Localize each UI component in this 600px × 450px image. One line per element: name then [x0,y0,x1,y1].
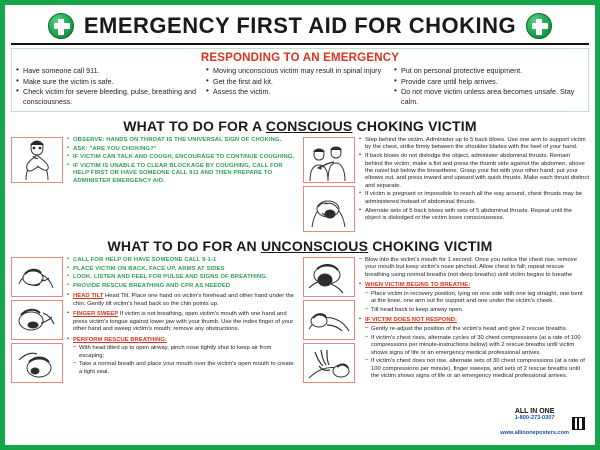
conscious-right-figures [303,137,355,232]
green-medical-cross-icon [48,13,74,39]
conscious-right-column [303,137,589,232]
conscious-left-text [67,137,297,232]
blow-into-mouth-block [359,257,589,279]
unconscious-content [11,257,589,383]
list-item: • Provide care until help arrives. [394,77,584,87]
list-item: • If victim is pregnant or impossible to reach all the way around, chest thrusts may be administered instead of abdominal thrusts. [359,191,589,206]
unconscious-right-column [303,257,589,383]
conscious-right-text [359,137,589,232]
list-item [67,293,297,308]
no-response-steps [359,326,589,380]
list-item: • ASK: "ARE YOU CHOKING?" [67,146,297,153]
qr-code-icon [572,417,585,430]
list-item: • Put on personal protective equipment. [394,66,584,76]
unconscious-right-figures [303,257,355,383]
publisher-logo [500,408,569,439]
finger-sweep-label: FINGER SWEEP [73,311,119,318]
list-item: • Check victim for severe bleeding, pulse, breathing and consciousness. [16,87,200,106]
conscious-section-heading [11,118,589,134]
green-medical-cross-icon [526,13,552,39]
finger-sweep-text: If victim is not breathing, open victim's mouth with one hand and press victim's tongue against lower jaw with your thumb. Use the index finger of your other hand and sweep victim's mouth; remove any obstructions. [73,311,294,333]
website-url: www.allinoneposters.com [500,430,569,436]
chest-compressions-icon [303,343,355,383]
unconscious-section-heading [11,238,589,254]
unconscious-left-column [11,257,297,383]
emergency-list-2 [206,66,388,107]
list-item: • IF VICTIM IS UNABLE TO CLEAR BLOCKAGE BY COUGHING, CALL FOR HELP FIRST OR HAVE SOMEONE CALL 911 AND THEN PREPARE TO ADMINISTER EMERGENCY AID. [67,163,297,185]
list-item: – Tilt head back to keep airway open. [365,307,589,314]
logo-text: ALL IN ONE [514,407,555,415]
rescue-breathing-icon [11,343,63,383]
list-item: – Gently re-adjust the position of the victim's head and give 2 rescue breaths. [365,326,589,333]
rescue-breathing-steps [67,345,297,376]
finger-sweep-icon [11,300,63,340]
choking-universal-sign-icon [11,137,63,183]
list-item: – With head tilted up to open airway, pinch nose tightly shut to keep air from escaping; [73,345,297,360]
finger-sweep-block [67,311,297,333]
rescue-breathing-block [67,337,297,344]
heading-prefix: WHAT TO DO FOR A [123,118,266,134]
list-item: • LOOK, LISTEN AND FEEL FOR PULSE AND SIGNS OF BREATHING. [67,274,297,281]
conscious-left-list [67,137,297,185]
phone-number: 1-800-273-0307 [514,414,555,421]
poster-header [11,9,589,45]
list-item: • Get the first aid kit. [206,77,388,87]
emergency-section-title: RESPONDING TO AN EMERGENCY [200,52,400,64]
list-item: – If victim's chest rises, alternate cycles of 30 chest compressions (at a rate of 100 compressions per minute-instructions below) with 2 rescue breaths until victim shows signs of life or an emergency medical professional arrives. [365,335,589,357]
head-tilt-label: HEAD TILT [73,293,104,300]
list-item: • PROVIDE RESCUE BREATHING AND CPR AS NEEDED [67,283,297,290]
list-item: • Assess the victim. [206,87,388,97]
unconscious-right-text [359,257,589,383]
emergency-list-3 [394,66,584,107]
head-tilt-icon [11,257,63,297]
back-blows-icon [303,137,355,183]
list-item: • Moving unconscious victim may result in spinal injury [206,66,388,76]
begins-to-breathe-steps [359,291,589,315]
head-tilt-block [67,293,297,308]
begins-to-breathe-label: WHEN VICTIM BEGINS TO BREATHE: [365,282,471,289]
begins-to-breathe-block [359,282,589,289]
footer-branding [500,408,585,439]
unconscious-left-caps-list [67,257,297,290]
heading-keyword: CONSCIOUS [265,118,353,134]
list-item: • IF VICTIM CAN TALK AND COUGH, ENCOURAGE TO CONTINUE COUGHING. [67,154,297,161]
list-item: • PLACE VICTIM ON BACK, FACE UP, ARMS AT SIDES [67,266,297,273]
list-item: • Do not move victim unless area becomes unsafe. Stay calm. [394,87,584,106]
conscious-left-column [11,137,297,232]
list-item: – If victim's chest does not rise, alternate sets of 30 chest compressions (at a rate of 100 compressions per minute), finger sweeps, and sets of 2 rescue breaths until the victim shows signs of life or an emergency medical professional arrives. [365,358,589,380]
responding-to-emergency-panel [11,48,589,112]
list-item [359,282,589,289]
rescue-breathing-label: PERFORM RESCUE BREATHING: [73,336,167,343]
unconscious-left-text [67,257,297,383]
head-tilt-text: Head Tilt. Place one hand on victim's forehead and other hand under the chin. Gently tilt victim's head back so the chin points up. [73,293,295,307]
page-title: EMERGENCY FIRST AID FOR CHOKING [83,12,517,38]
unconscious-left-figures [11,257,63,383]
list-item [67,337,297,344]
list-item [359,317,589,324]
heading-prefix: WHAT TO DO FOR AN [107,238,261,254]
list-item: – Take a normal breath and place your mouth over the victim's open mouth to create a tight seal. [73,361,297,376]
list-item: • Alternate sets of 5 back blows with sets of 5 abdominal thrusts. Repeat until the object is dislodged or the victim loses consciousness. [359,208,589,223]
heading-suffix: CHOKING VICTIM [352,118,477,134]
list-item: – Place victim in recovery position, lying on one side with one leg straight, one bent at the knee, one arm out for support and one under the victim's cheek. [365,291,589,306]
heading-keyword: UNCONSCIOUS [260,238,369,254]
emergency-columns [16,66,584,107]
no-response-block [359,317,589,324]
list-item: • Step behind the victim. Administer up to 5 back blows. Use one arm to support victim by the chest, strike firmly between the shoulder blades with the heel of your hand. [359,137,589,152]
list-item: • Have someone call 911. [16,66,200,76]
list-item: • CALL FOR HELP OR HAVE SOMEONE CALL 9-1-1 [67,257,297,264]
list-item: • OBSERVE: HANDS ON THROAT IS THE UNIVERSAL SIGN OF CHOKING. [67,137,297,144]
mouth-to-mouth-icon [303,257,355,297]
conscious-right-list [359,137,589,222]
list-item: – Blow into the victim's mouth for 1 second. Once you notice the chest rise, remove your mouth but keep victim's nose pinched. Allow chest to fall; repeat rescue breathing using normal breaths (not deep breaths) until victim begins to breathe [359,257,589,279]
conscious-content [11,137,589,232]
list-item: • Make sure the victim is safe. [16,77,200,87]
recovery-position-icon [303,300,355,340]
list-item: • If back blows do not dislodge the object, administer abdominal thrusts. Remain behind the victim; make a fist and press the thumb side against the abdomen, above the navel but below the breastbone. Grasp your fist with your other hand; put your elbows out, and press inward and upward with quick thrusts. Make each thrust distinct and separate. [359,153,589,190]
abdominal-thrusts-icon [303,186,355,232]
list-item [67,311,297,333]
no-response-label: IF VICTIM DOES NOT RESPOND: [365,317,457,324]
heading-suffix: CHOKING VICTIM [368,238,493,254]
conscious-left-figures [11,137,63,232]
emergency-list-1 [16,66,200,107]
